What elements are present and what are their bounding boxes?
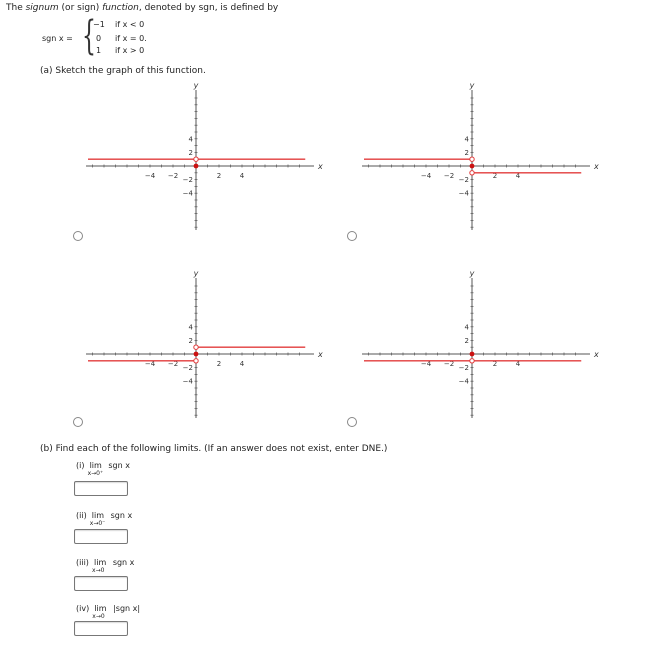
y-tick-label: −2 (458, 176, 469, 185)
y-tick-label: −2 (182, 364, 193, 373)
x-tick-label: −2 (167, 172, 179, 180)
x-tick-label: −2 (167, 360, 179, 368)
x-tick-label: −2 (443, 360, 455, 368)
x-tick-label: −4 (420, 172, 432, 180)
x-tick-label: −2 (443, 172, 455, 180)
x-tick-label: 4 (239, 360, 245, 368)
function-term: function (102, 3, 139, 13)
closed-point (194, 164, 199, 169)
part-b-prompt: (b) Find each of the following limits. (If an answer does not exist, enter DNE.) (40, 444, 388, 454)
radio-graph-1[interactable] (73, 231, 83, 241)
case-condition-3: if x > 0 (115, 46, 145, 55)
answer-input-4[interactable] (74, 621, 128, 636)
radio-graph-4[interactable] (347, 417, 357, 427)
signum-term: signum (25, 3, 59, 13)
limit-item-4: (iv) lim x→0 |sgn x| (76, 604, 141, 620)
open-point (194, 345, 198, 349)
case-value-2: 0 (96, 34, 102, 43)
y-tick-label: −2 (458, 364, 469, 373)
case-value-3: 1 (96, 46, 102, 55)
answer-input-2[interactable] (74, 529, 128, 544)
graph-option-3 (80, 268, 330, 428)
y-tick-label: −2 (182, 176, 193, 185)
y-tick-label: 2 (188, 148, 193, 157)
y-tick-label: −4 (182, 377, 193, 386)
closed-point (194, 352, 199, 357)
limit-item-1: (i) lim x→0⁺ sgn x (76, 461, 130, 477)
radio-graph-3[interactable] (73, 417, 83, 427)
y-tick-label: −4 (182, 189, 193, 198)
open-point (194, 157, 198, 161)
y-tick-label: 2 (464, 336, 469, 345)
x-tick-label: 2 (492, 172, 498, 180)
x-axis-label: x (594, 350, 599, 359)
open-point (470, 171, 474, 175)
graph-option-2 (355, 80, 605, 232)
x-tick-label: 2 (492, 360, 498, 368)
y-axis-label: y (193, 81, 199, 90)
x-tick-label: −4 (420, 360, 432, 368)
left-brace-icon: { (82, 13, 96, 59)
case-condition-2: if x = 0. (115, 34, 147, 43)
y-axis-label: y (469, 81, 475, 90)
intro-text: The signum (or sign) function, denoted by sgn, is defined by (6, 3, 279, 13)
limit-approach: x→0 (92, 567, 105, 574)
y-tick-label: 4 (188, 135, 193, 144)
x-tick-label: −4 (144, 172, 156, 180)
x-axis-label: x (594, 162, 599, 171)
y-tick-label: −4 (458, 377, 469, 386)
x-tick-label: 4 (515, 172, 521, 180)
open-point (470, 359, 474, 363)
radio-graph-2[interactable] (347, 231, 357, 241)
y-tick-label: −4 (458, 189, 469, 198)
case-value-1: −1 (93, 20, 105, 29)
x-tick-label: −4 (144, 360, 156, 368)
answer-input-3[interactable] (74, 576, 128, 591)
open-point (470, 157, 474, 161)
x-tick-label: 2 (216, 360, 222, 368)
limit-approach: x→0⁺ (87, 470, 104, 477)
open-point (194, 359, 198, 363)
limit-item-3: (iii) lim x→0 sgn x (76, 558, 135, 574)
y-tick-label: 4 (464, 135, 469, 144)
y-tick-label: 4 (464, 323, 469, 332)
x-axis-label: x (318, 350, 323, 359)
closed-point (470, 352, 475, 357)
limit-approach: x→0 (92, 613, 105, 620)
x-tick-label: 2 (216, 172, 222, 180)
closed-point (470, 164, 475, 169)
answer-input-1[interactable] (74, 481, 128, 496)
part-a-prompt: (a) Sketch the graph of this function. (40, 66, 206, 76)
definition-lhs: sgn x = (42, 34, 73, 43)
y-axis-label: y (193, 269, 199, 278)
y-tick-label: 2 (188, 336, 193, 345)
x-tick-label: 4 (239, 172, 245, 180)
x-tick-label: 4 (515, 360, 521, 368)
case-condition-1: if x < 0 (115, 20, 145, 29)
graph-option-1 (80, 80, 330, 232)
limit-approach: x→0⁻ (89, 520, 106, 527)
graph-option-4 (355, 268, 605, 428)
limit-item-2: (ii) lim x→0⁻ sgn x (76, 511, 133, 527)
y-tick-label: 2 (464, 148, 469, 157)
x-axis-label: x (318, 162, 323, 171)
y-tick-label: 4 (188, 323, 193, 332)
y-axis-label: y (469, 269, 475, 278)
